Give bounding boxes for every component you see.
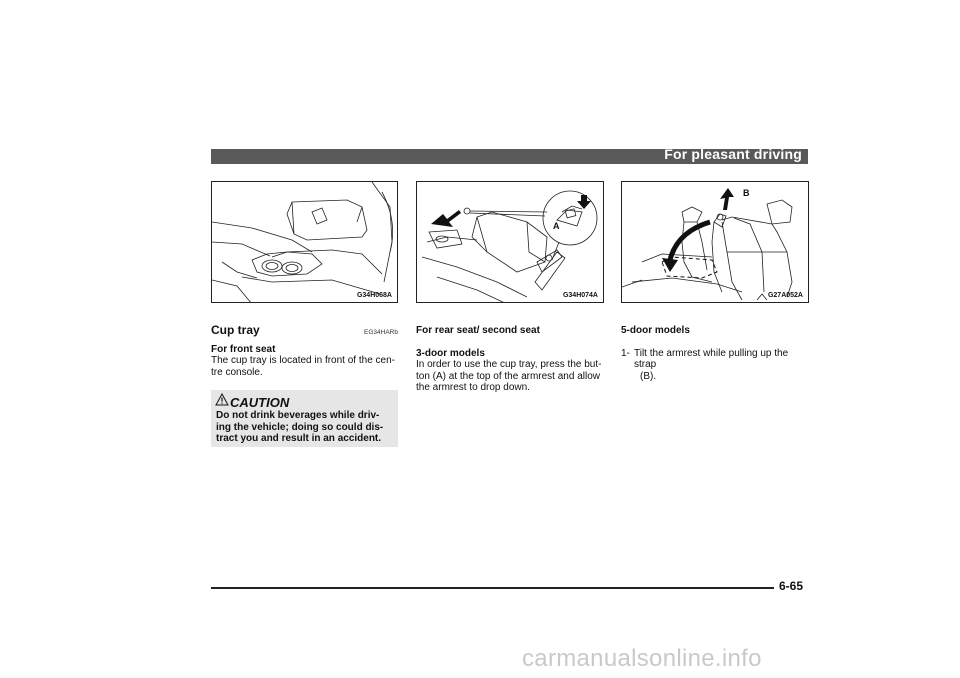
section-heading-rear-seat: For rear seat/ second seat bbox=[416, 325, 540, 336]
5door-armrest-illustration bbox=[622, 182, 809, 303]
page-number: 6-65 bbox=[779, 579, 804, 593]
step-item bbox=[621, 348, 809, 383]
subheading-front-seat: For front seat bbox=[211, 343, 276, 355]
body-line: The cup tray is located in front of the cen- bbox=[211, 355, 395, 366]
figure-code: G34H074A bbox=[562, 292, 598, 299]
rear-armrest-illustration bbox=[417, 182, 604, 303]
step-line: (B). bbox=[640, 370, 657, 382]
subheading-3door: 3-door models bbox=[416, 347, 485, 359]
warning-triangle-icon bbox=[215, 393, 229, 406]
caution-text bbox=[216, 410, 394, 445]
watermark: carmanualsonline.info bbox=[522, 645, 762, 672]
caution-line: tract you and result in an accident. bbox=[216, 433, 382, 444]
body-line: ton (A) at the top of the armrest and allow bbox=[416, 370, 600, 382]
column-5door bbox=[621, 325, 809, 382]
callout-a: A bbox=[553, 221, 560, 231]
caution-line: Do not drink beverages while driv- bbox=[216, 410, 380, 421]
body-line: the armrest to drop down. bbox=[416, 382, 530, 393]
section-code: EG34HARb bbox=[364, 329, 398, 336]
figure-front-cup-tray bbox=[211, 181, 398, 303]
caution-line: ing the vehicle; doing so could dis- bbox=[216, 421, 384, 433]
figure-code: G34H068A bbox=[356, 292, 392, 299]
figure-5door-armrest bbox=[621, 181, 809, 303]
section-title: For pleasant driving bbox=[664, 146, 802, 162]
figure-code: G27A052A bbox=[767, 292, 803, 299]
step-number: 1- bbox=[621, 347, 630, 359]
caution-box bbox=[211, 390, 398, 447]
step-line: Tilt the armrest while pulling up the strap bbox=[634, 347, 789, 370]
section-header-bar bbox=[211, 146, 808, 164]
figure-rear-armrest bbox=[416, 181, 604, 303]
subheading-5door: 5-door models bbox=[621, 325, 690, 336]
column-rear-seat bbox=[416, 325, 604, 394]
front-console-illustration bbox=[212, 182, 398, 303]
section-heading: Cup tray bbox=[211, 323, 260, 337]
column-cup-tray bbox=[211, 325, 398, 378]
caution-title: CAUTION bbox=[230, 395, 290, 410]
body-line: tre console. bbox=[211, 366, 263, 378]
body-line: In order to use the cup tray, press the but- bbox=[416, 359, 602, 370]
footer-rule bbox=[211, 587, 774, 589]
callout-b: B bbox=[743, 188, 750, 198]
